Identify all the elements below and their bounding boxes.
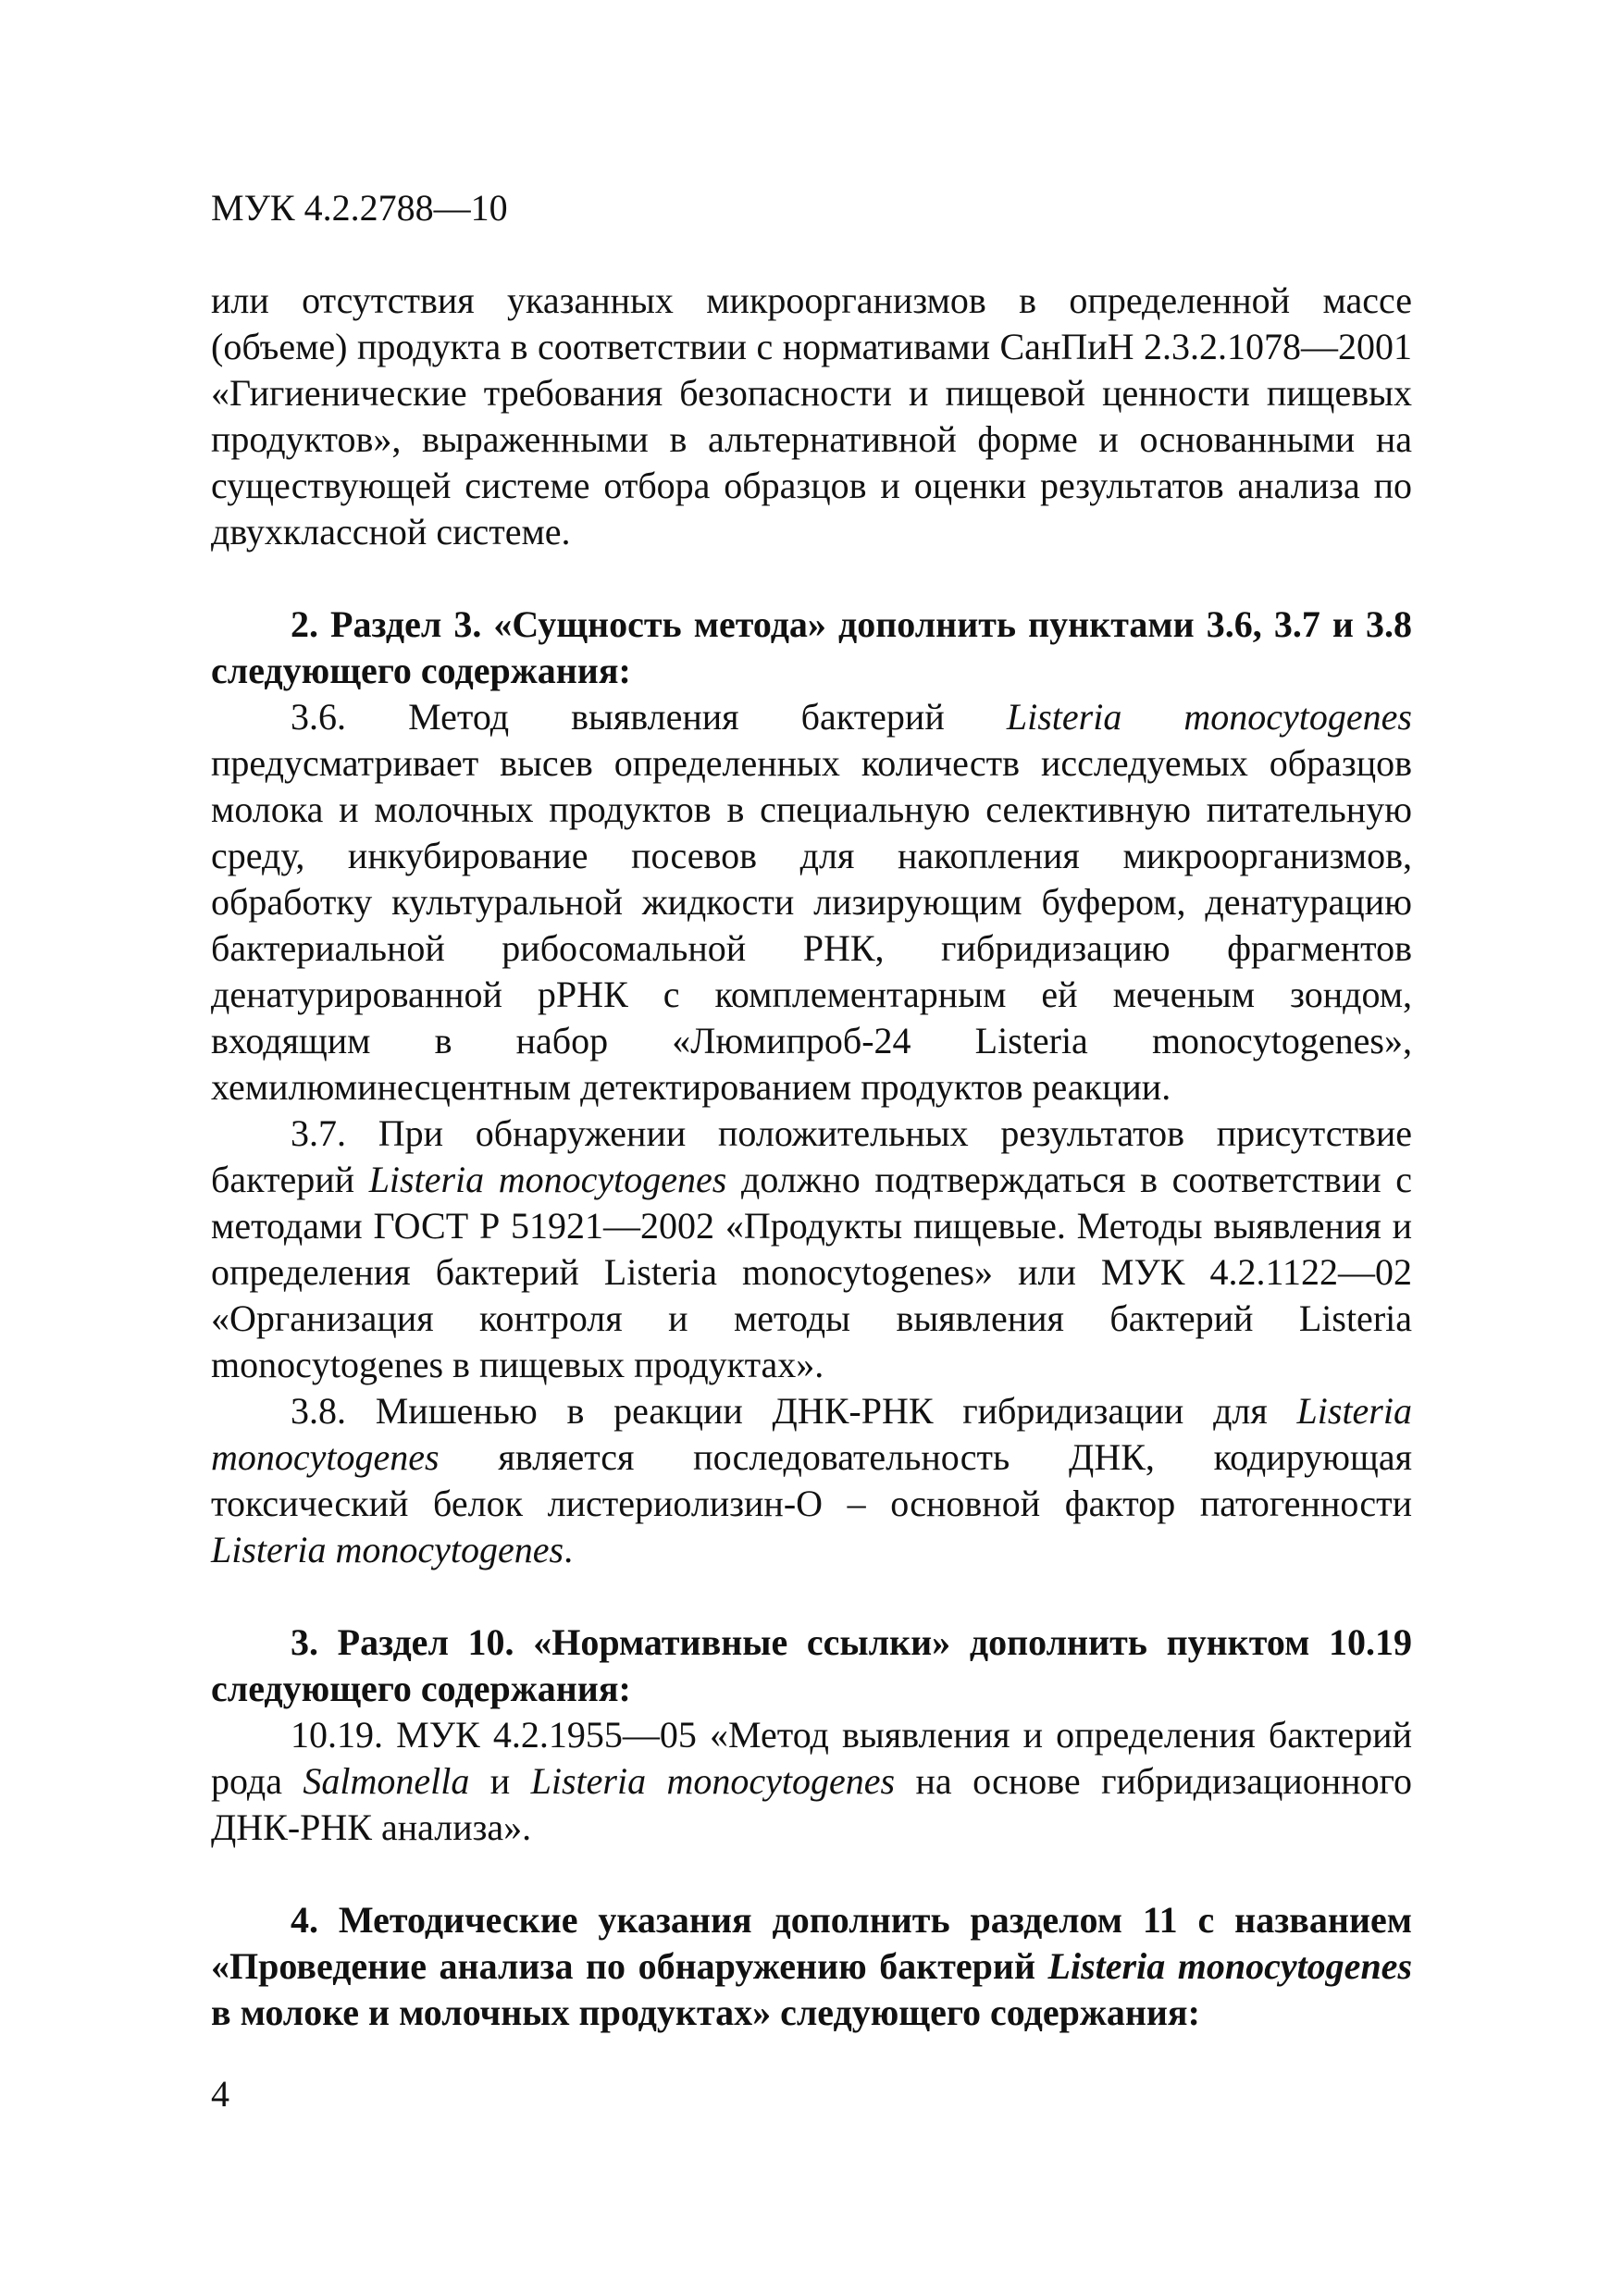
section-4-text-a: 4. Методические указания дополнить разделом 11 с названием «Проведение анализа по обнаружению бактерий [211, 1899, 1412, 1987]
species-name: Listeria monocytogenes [368, 1159, 727, 1200]
paragraph-10-19 [211, 1712, 1412, 1851]
section-3-heading: 3. Раздел 10. «Нормативные ссылки» дополнить пунктом 10.19 следующего содержания: [211, 1621, 1412, 1709]
document-body [211, 278, 1412, 2036]
paragraph-10-19-text-c: и [469, 1760, 531, 1802]
paragraph-3-6-text-c: предусматривает высев определенных количеств исследуемых образцов молока и молочных продуктов в специальную селективную питательную среду, инкубирование посевов для накопления микроорганизмов, обработку культуральной жидкости лизирующим буфером, денатурацию бактериальной рибосомальной РНК, гибридизацию фрагментов денатурированной рРНК с комплементарным ей меченым зондом, входящим в набор «Люмипроб-24 Listeria monocytogenes», хемилюминесцентным детектированием продуктов реакции. [211, 742, 1412, 1108]
paragraph-10-19-text-e: на основе гибридизационного ДНК-РНК анализа». [211, 1760, 1412, 1848]
species-name: Listeria monocytogenes [1047, 1945, 1413, 1987]
page-number: 4 [211, 2073, 229, 2115]
section-4-text-c: в молоке и молочных продуктах» следующего содержания: [211, 1992, 1200, 2033]
paragraph-3-7-text-a: 3.7. При обнаружении положительных результатов присутствие бактерий [211, 1112, 1412, 1200]
spacer [211, 1573, 1412, 1620]
paragraph-3-6-text-a: 3.6. Метод выявления бактерий [291, 696, 1007, 738]
species-name: Listeria monocytogenes [530, 1760, 896, 1802]
genus-name: Salmonella [303, 1760, 470, 1802]
species-name: Listeria monocytogenes [211, 1390, 1412, 1478]
section-4-heading [211, 1897, 1412, 2036]
paragraph-3-8-text-a: 3.8. Мишенью в реакции ДНК-РНК гибридизации для [291, 1390, 1297, 1432]
document-code-header: МУК 4.2.2788—10 [211, 187, 508, 229]
paragraph-3-7 [211, 1111, 1412, 1388]
paragraph-3-8-text-e: . [564, 1529, 574, 1570]
paragraph-3-6 [211, 694, 1412, 1111]
section-2-heading: 2. Раздел 3. «Сущность метода» дополнить пунктами 3.6, 3.7 и 3.8 следующего содержания: [211, 603, 1412, 691]
paragraph-3-8-text-c: является последовательность ДНК, кодирующая токсический белок листериолизин-О – основной фактор патогенности [211, 1436, 1412, 1524]
species-name: Listeria monocytogenes [211, 1529, 564, 1570]
paragraph-3-8 [211, 1388, 1412, 1573]
spacer [211, 555, 1412, 602]
paragraph-3-7-text-c: должно подтверждаться в соответствии с методами ГОСТ Р 51921—2002 «Продукты пищевые. Методы выявления и определения бактерий Listeria monocytogenes» или МУК 4.2.1122—02 «Организация контроля и методы выявления бактерий Listeria monocytogenes в пищевых продуктах». [211, 1159, 1412, 1385]
spacer [211, 1851, 1412, 1897]
paragraph-10-19-text-a: 10.19. МУК 4.2.1955—05 «Метод выявления и определения бактерий рода [211, 1714, 1412, 1802]
intro-paragraph: или отсутствия указанных микроорганизмов в определенной массе (объеме) продукта в соответствии с нормативами СанПиН 2.3.2.1078—2001 «Гигиенические требования безопасности и пищевой ценности пищевых продуктов», выраженными в альтернативной форме и основанными на существующей системе отбора образцов и оценки результатов анализа по двухклассной системе. [211, 279, 1412, 552]
species-name: Listeria monocytogenes [1006, 696, 1412, 738]
